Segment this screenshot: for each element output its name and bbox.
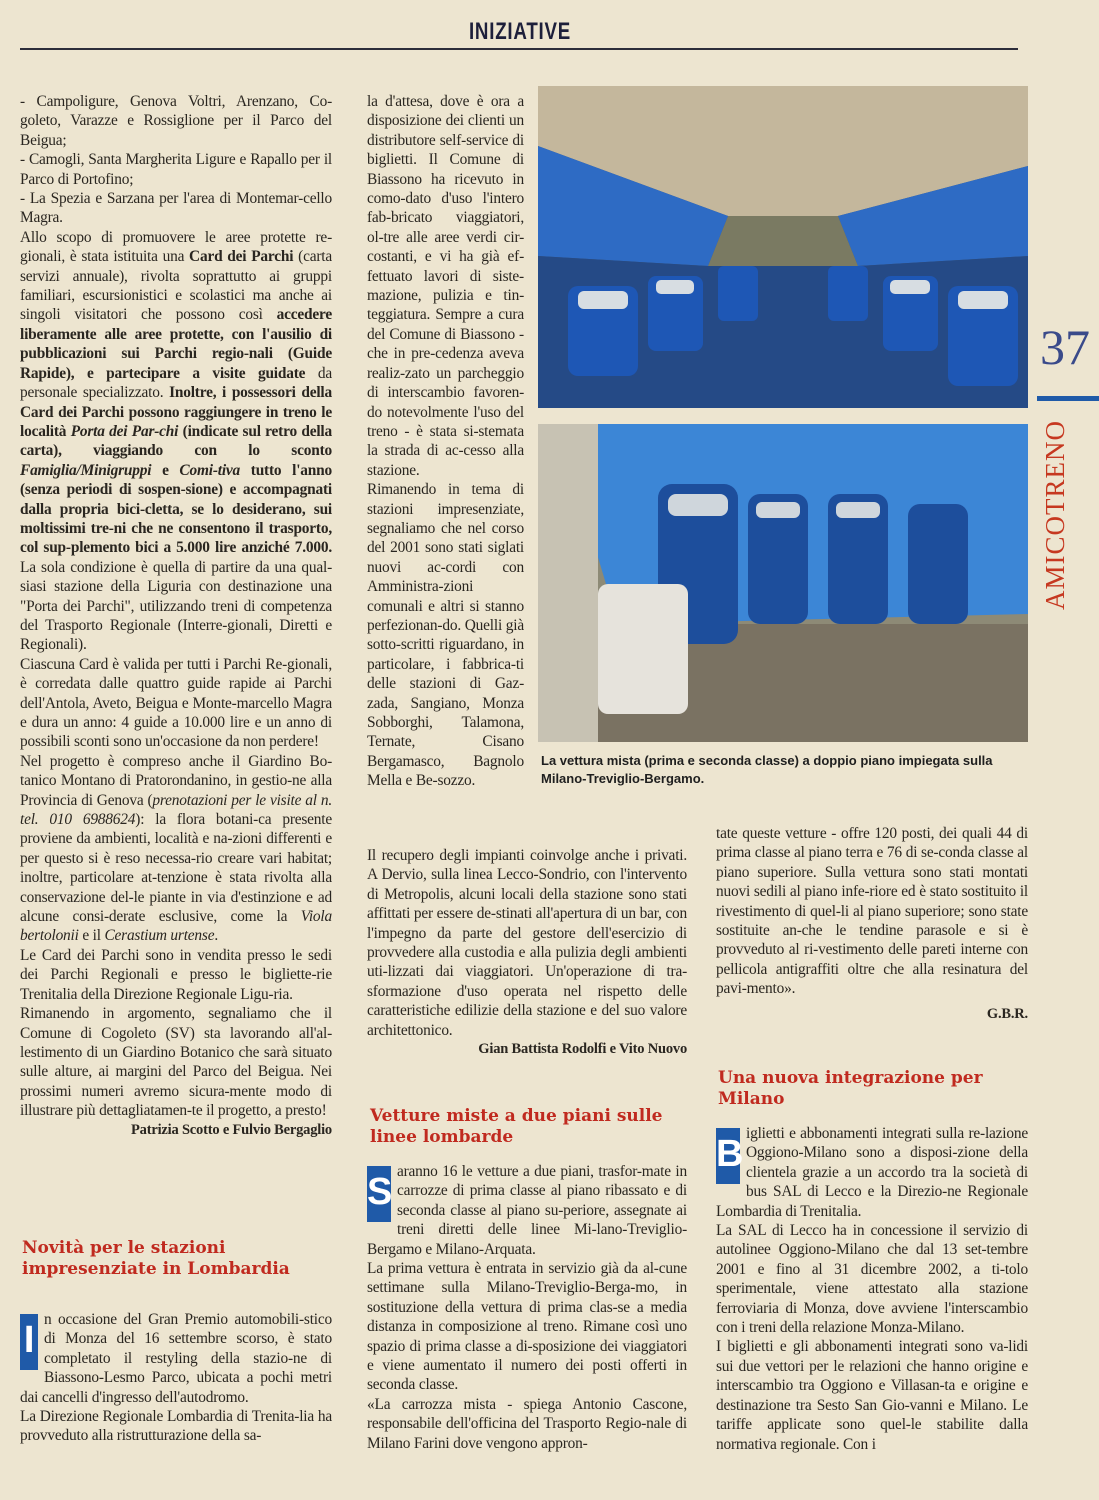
dropcap: B: [716, 1128, 740, 1184]
article-vetture: [367, 1162, 687, 1453]
train-interior-seats-photo: [538, 424, 1028, 742]
paragraph: Nel progetto è compreso anche il Giardino Bo-tanico Montano di Pratorondanino, in gestio-ne alla Provincia di Genova (prenotazioni per le visite al n. tel. 010 6988624): la flora botani-ca presente proviene da ambienti, località e na-zioni differenti e per questo si è reso necessa-rio creare vari habitat; inoltre, particolare at-tenzione è stata rivolta alla conservazione del-le piante in via d'estinzione e ad alcune consi-derate esclusive, come la Viola bertolonii e il Cerastium urtense.: [20, 752, 332, 945]
paragraph: I biglietti e gli abbonamenti integrati sono va-lidi sui due vettori per le relazioni che hanno origine e interscambio tra Oggiono e Villasan-ta e origine e destinazione tra Sesto San Gio-vanni e Milano. Le tariffe applicate sono quel-le stabilite dalla normativa regionale. Con i: [716, 1338, 1028, 1453]
paragraph: «La carrozza mista - spiega Antonio Cascone, responsabile dell'officina del Trasporto Regio-nale di Milano Farini dove vengono appron-: [367, 1395, 687, 1452]
photo-caption: La vettura mista (prima e seconda classe) a doppio piano impiegata sulla Milano-Treviglio-Bergamo.: [541, 753, 993, 786]
header-rule: [20, 48, 1018, 50]
paragraph: aranno 16 le vetture a due piani, trasfor-mate in carrozze di prima classe al piano ribassato e di seconda classe al piano su-periore, assegnate ai treni diretti delle linee Mi-lano-Treviglio-Bergamo e Milano-Arquata.: [367, 1163, 687, 1258]
paragraph: Le Card dei Parchi sono in vendita presso le sedi dei Parchi Regionali e presso le bigliette-rie Trenitalia della Direzione Regionale Ligu-ria.: [20, 946, 332, 1003]
column-1: [20, 92, 332, 1140]
list-item: - La Spezia e Sarzana per l'area di Montemar-cello Magra.: [20, 190, 332, 227]
article-title-integrazione: Una nuova integrazione per Milano: [718, 1068, 983, 1109]
train-interior-upper-deck-photo: [538, 86, 1028, 408]
paragraph: Allo scopo di promuovere le aree protette re-gionali, è stata istituita una Card dei Parchi (carta servizi annuale), rivolta soprattutto ai gruppi familiari, escursionistici e scolastici ma anche ai singoli visitatori che possono così accedere liberamente alle aree protette, con l'ausilio di pubblicazioni sui Parchi regio-nali (Guide Rapide), e partecipare a visite guidate da personale specializzato. Inoltre, i possessori della Card dei Parchi possono raggiungere in treno le località Porta dei Par-chi (indicate sul retro della carta), viaggiando con lo sconto Famiglia/Minigruppi e Comi-tiva tutto l'anno (senza periodi di sospen-sione) e accompagnati dalla propria bici-cletta, se lo desiderano, sui moltissimi tre-ni che ne consentono il trasporto, col sup-plemento bici a 5.000 lire anziché 7.000. La sola condizione è quella di partire da una qual-siasi stazione della Liguria con destinazione una "Porta dei Parchi", utilizzando treni di competenza del Trasporto Regionale (Interre-gionali, Diretti e Regionali).: [20, 228, 332, 654]
article-novita: [20, 1310, 332, 1446]
page-number: 37: [1040, 319, 1090, 375]
column-3: [716, 824, 1028, 1024]
article-title-novita: Novità per le stazioni impresenziate in Lombardia: [22, 1238, 290, 1279]
paragraph: iglietti e abbonamenti integrati sulla re-lazione Oggiono-Milano sono a disposi-zione della clientela grazie a un accordo tra la società di bus SAL di Lecco e la Direzio-ne Regionale Lombardia di Trenitalia.: [716, 1125, 1028, 1220]
side-accent-bar: [1037, 396, 1099, 401]
section-header: INIZIATIVE: [468, 18, 572, 45]
paragraph: Ciascuna Card è valida per tutti i Parchi Re-gionali, è corredata dalle quattro guide rapide ai Parchi dell'Antola, Aveto, Beigua e Monte-marcello Magra e dura un anno: 4 guide a 10.000 lire e un anno di possibili sconti sono un'occasione da non perdere!: [20, 655, 332, 751]
signature: Gian Battista Rodolfi e Vito Nuovo: [478, 1041, 687, 1058]
paragraph: Rimanendo in argomento, segnaliamo che il Comune di Cogoleto (SV) sta lavorando all'al-lestimento di un Giardino Botanico che sarà situato sulle alture, ai margini del Parco del Beigua. Nei prossimi numeri avremo sicura-mente modo di illustrare più dettagliatamen-te il progetto, a presto!: [20, 1005, 332, 1120]
paragraph: la d'attesa, dove è ora a disposizione dei clienti un distributore self-service di biglietti. Il Comune di Biassono ha ricevuto in como-dato d'uso l'intero fab-bricato viaggiatori, ol-tre alle aree verdi cir-costanti, e vi ha già ef-fettuato lavori di siste-mazione, pulizia e tin-teggiatura. Sempre a cura del Comune di Biassono - che in pre-cedenza aveva realiz-zato un parcheggio di interscambio favoren-do notevolmente l'uso del treno - è stata si-stemata la strada di ac-cesso alla stazione.: [367, 93, 524, 479]
photo-illustration: [538, 86, 1028, 408]
signature: Patrizia Scotto e Fulvio Bergaglio: [131, 1121, 332, 1138]
paragraph: La Direzione Regionale Lombardia di Trenita-lia ha provveduto alla ristrutturazione della sa-: [20, 1408, 332, 1445]
signature: G.B.R.: [986, 1005, 1028, 1022]
paragraph: Il recupero degli impianti coinvolge anche i privati. A Dervio, sulla linea Lecco-Sondrio, con l'intervento di Metropolis, alcuni locali della stazione sono stati affittati per essere de-stinati all'apertura di un bar, con l'impegno da parte del gestore dell'esercizio di provvedere alla custodia e alla pulizia degli ambienti uti-lizzati dai viaggiatori. Un'operazione di tra-sformazione d'uso operata nel rispetto delle caratteristiche edilizie della stazione e del suo valore architettonico.: [367, 847, 687, 1039]
paragraph: tate queste vetture - offre 120 posti, dei quali 44 di prima classe al piano terra e 76 di se-conda classe al piano superiore. Sulla vettura sono stati montati nuovi sedili al piano infe-riore ed è stato sostituito il rivestimento di quel-li al piano superiore; sono state sostituite an-che le tendine parasole e si è provveduto al ri-vestimento delle pareti interne con pellicola antigraffiti oltre che alla resinatura del pavi-mento».: [716, 825, 1028, 998]
dropcap: S: [367, 1166, 391, 1222]
paragraph: Rimanendo in tema di stazioni impresenziate, segnaliamo che nel corso del 2001 sono stati siglati nuovi ac-cordi con Amministra-zioni comunali e altri si stanno perfezionan-do. Quelli già sotto-scritti riguardano, in particolare, i fabbrica-ti delle stazioni di Gaz-zada, Sangiano, Monza Sobborghi, Talamona, Ternate, Cisano Bergamasco, Bagnolo Mella e Be-sozzo.: [367, 481, 524, 790]
list-item: - Camogli, Santa Margherita Ligure e Rapallo per il Parco di Portofino;: [20, 151, 332, 188]
article-integrazione: [716, 1124, 1028, 1454]
paragraph: La prima vettura è entrata in servizio già da al-cune settimane sulla Milano-Treviglio-Berga-mo, in sostituzione della vettura di prima clas-se a media distanza in composizione al treno. Rimane così uno spazio di prima classe a di-sposizione dei viaggiatori e viene aumentato il numero dei posti offerti in seconda classe.: [367, 1260, 687, 1394]
paragraph: n occasione del Gran Premio automobili-stico di Monza del 16 settembre scorso, è stato completato il restyling della stazio-ne di Biassono-Lesmo Parco, ubicata a pochi metri dai cancelli d'ingresso dell'autodromo.: [20, 1311, 332, 1406]
dropcap: I: [20, 1314, 38, 1370]
paragraph: La SAL di Lecco ha in concessione il servizio di autolinee Oggiono-Milano che dal 13 set-tembre 2001 e fino al 31 dicembre 2002, a ti-tolo sperimentale, viene attestato alla stazione ferroviaria di Monza, dove avviene l'interscambio con i treni della relazione Monza-Milano.: [716, 1222, 1028, 1337]
list-item: - Campoligure, Genova Voltri, Arenzano, Co-goleto, Varazze e Rossiglione per il Parco del Beigua;: [20, 93, 332, 149]
column-2: [367, 92, 524, 791]
column-2-wide: [367, 846, 687, 1059]
photo-illustration: [538, 424, 1028, 742]
article-title-vetture: Vetture miste a due piani sulle linee lombarde: [370, 1106, 663, 1147]
